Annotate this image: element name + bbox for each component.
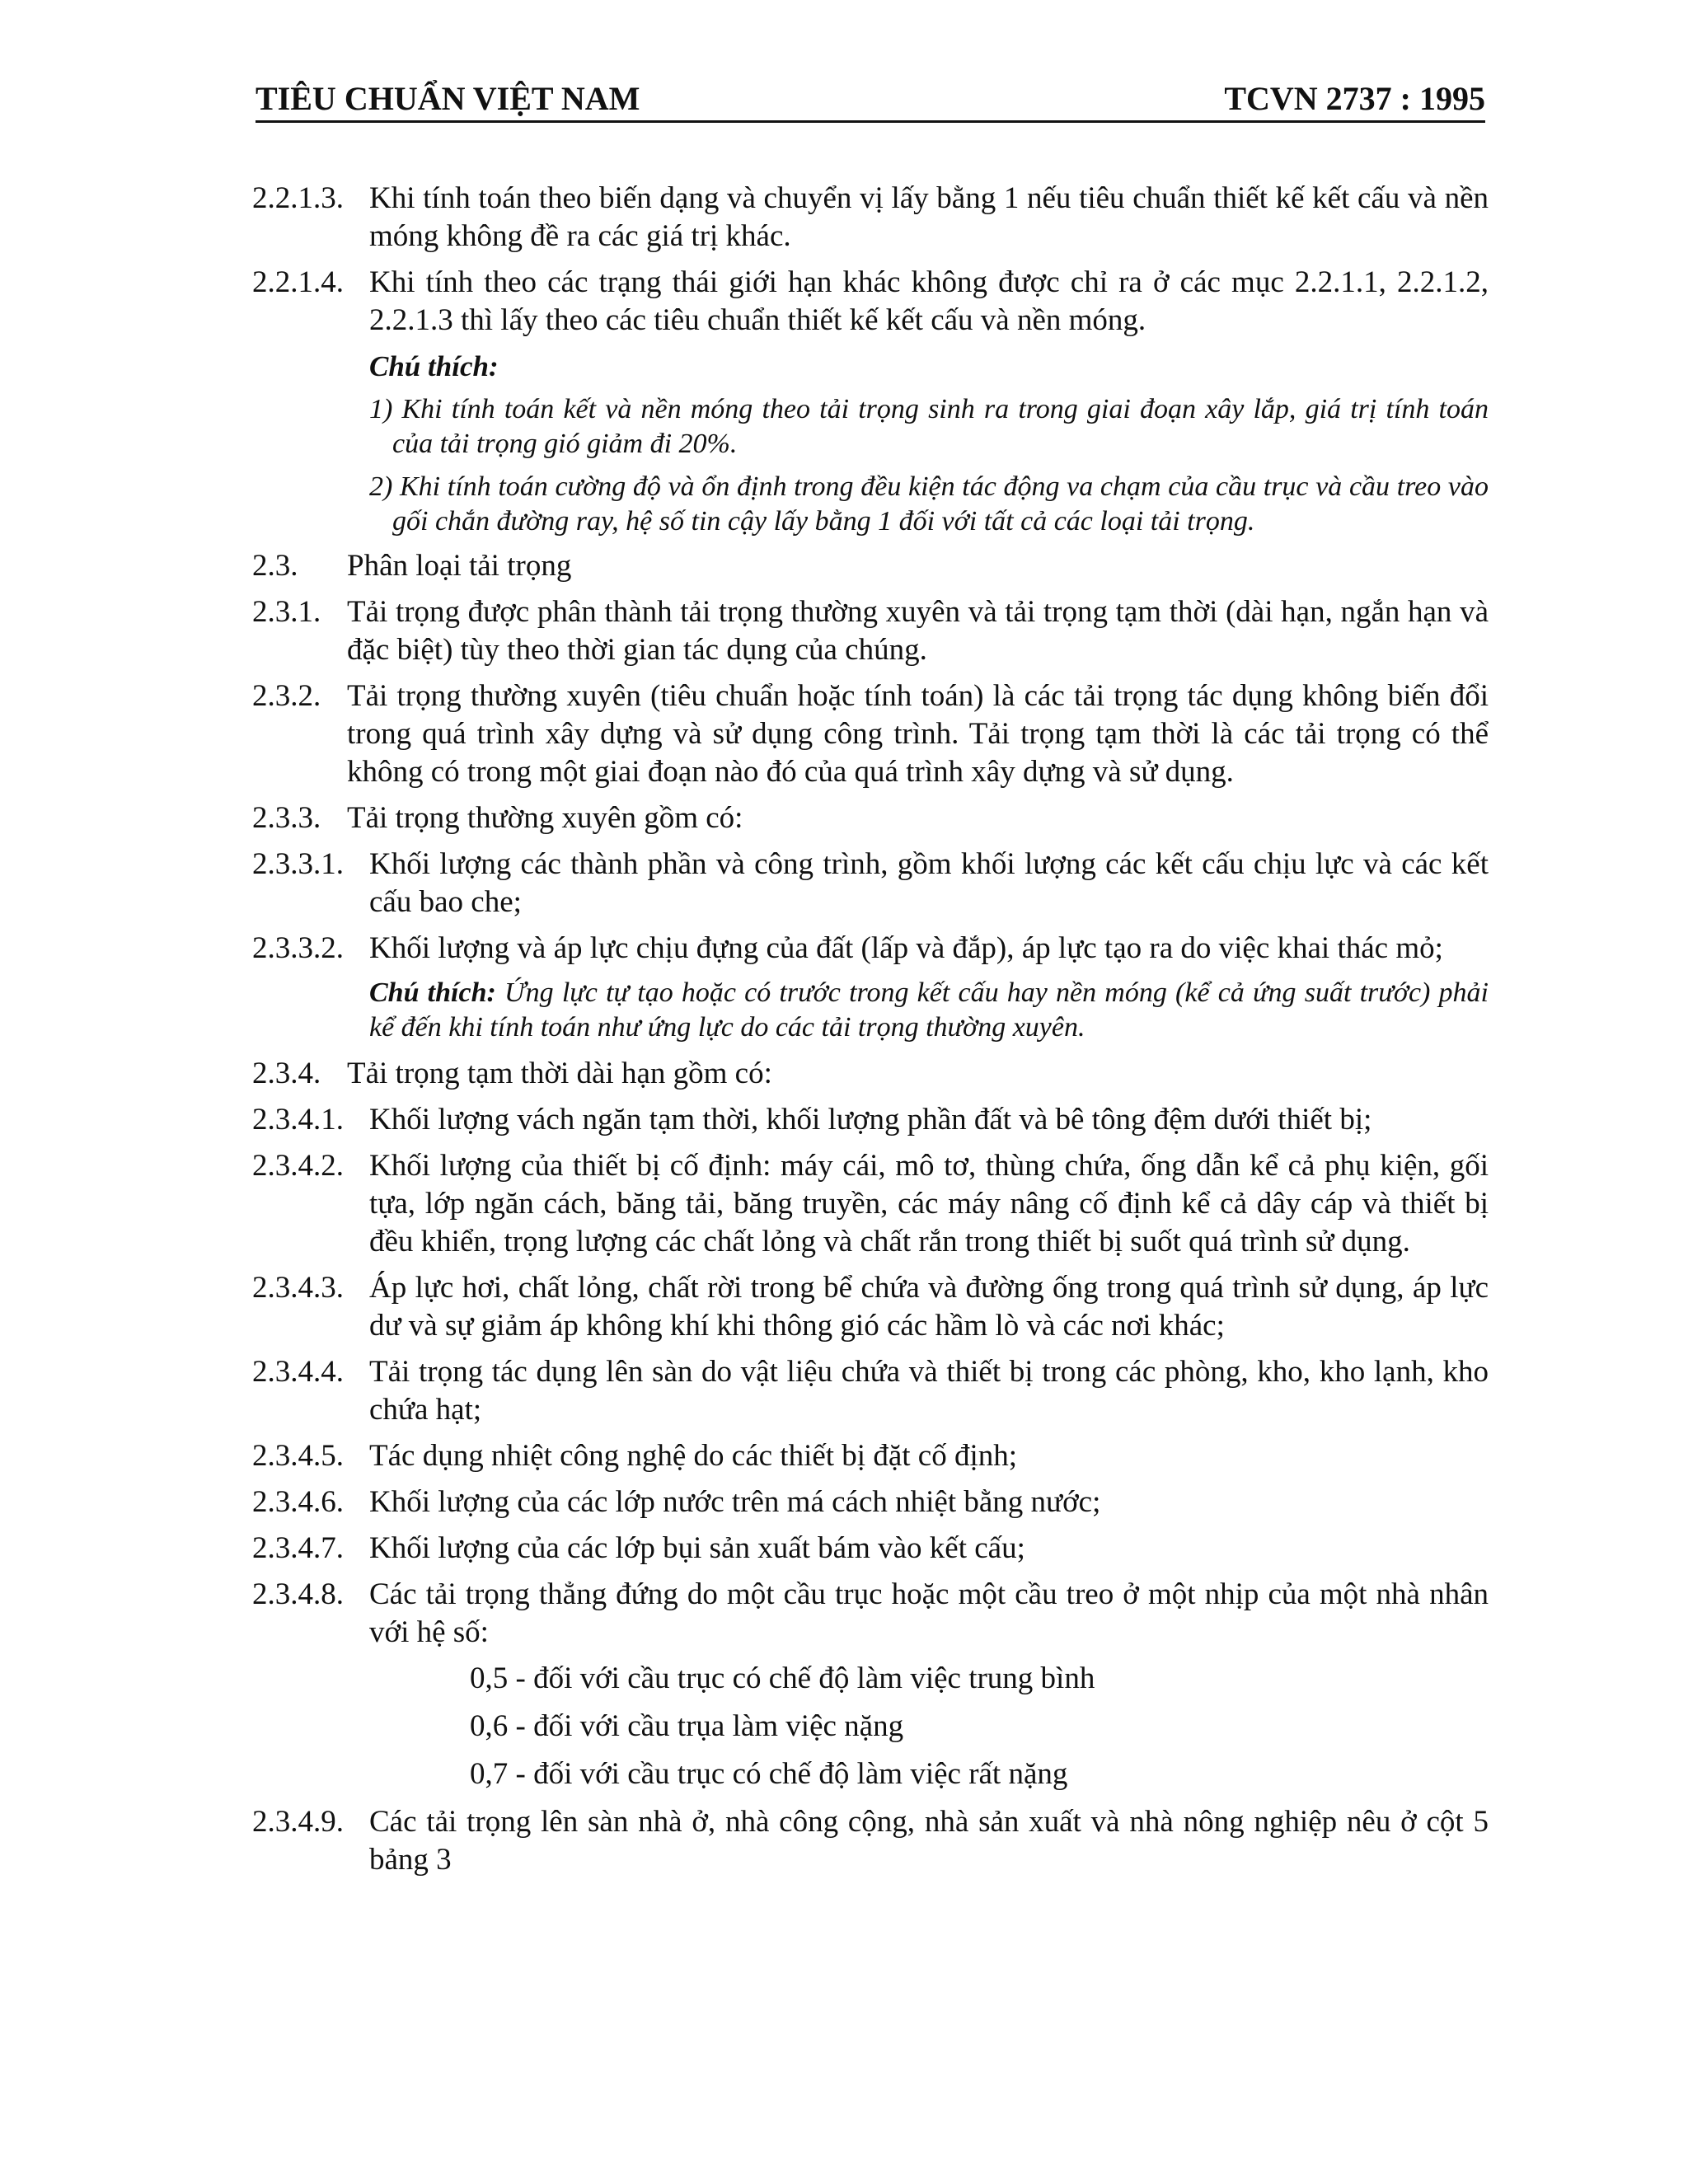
- clause-text: Tác dụng nhiệt công nghệ do các thiết bị đặt cố định;: [369, 1439, 1018, 1473]
- clause-number: 2.3.4.: [252, 1057, 321, 1090]
- clause-2-3-4-8: [252, 1576, 1489, 1652]
- clause-number: 2.2.1.4.: [252, 265, 344, 299]
- clause-2-2-1-3: [252, 180, 1489, 255]
- clause-number: 2.3.4.3.: [252, 1271, 344, 1305]
- coefficient-line: 0,5 - đối với cầu trục có chế độ làm việc trung bình: [470, 1661, 1095, 1695]
- clause-number: 2.3.4.1.: [252, 1103, 344, 1137]
- clause-number: 2.3.3.2.: [252, 931, 344, 965]
- clause-number: 2.3.3.: [252, 801, 321, 835]
- clause-2-3-1: [252, 593, 1489, 669]
- clause-2-3-4-3: [252, 1269, 1489, 1345]
- clause-2-3-4-5: [252, 1437, 1489, 1475]
- clause-number: 2.2.1.3.: [252, 181, 344, 215]
- clause-text: Khi tính toán theo biến dạng và chuyển vị lấy bằng 1 nếu tiêu chuẩn thiết kế kết cấu và nền móng không đề ra các giá trị khác.: [369, 181, 1489, 253]
- clause-number: 2.3.4.8.: [252, 1577, 344, 1611]
- clause-text: Các tải trọng lên sàn nhà ở, nhà công cộng, nhà sản xuất và nhà nông nghiệp nêu ở cột 5 bảng 3: [369, 1805, 1489, 1877]
- clause-text: Tải trọng thường xuyên (tiêu chuẩn hoặc tính toán) là các tải trọng tác dụng không biến đổi trong quá trình xây dựng và sử dụng công trình. Tải trọng tạm thời là các tải trọng có thể không có trong một giai đoạn nào đó của quá trình xây dựng và sử dụng.: [347, 679, 1489, 789]
- clause-2-3-4-2: [252, 1147, 1489, 1261]
- clause-text: Các tải trọng thẳng đứng do một cầu trục hoặc một cầu treo ở một nhịp của một nhà nhân với hệ số:: [369, 1577, 1489, 1649]
- clause-2-2-1-4: [252, 264, 1489, 340]
- page-header: [256, 79, 1485, 123]
- clause-2-3-4-1: [252, 1101, 1489, 1139]
- note-item-2: 2) Khi tính toán cường độ và ổn định trong đều kiện tác động va chạm của cầu trục và cầu treo vào gối chắn đường ray, hệ số tin cậy lấy bằng 1 đối với tất cả các loại tải trọng.: [369, 471, 1489, 537]
- clause-text: Tải trọng tác dụng lên sàn do vật liệu chứa và thiết bị trong các phòng, kho, kho lạnh, kho chứa hạt;: [369, 1355, 1489, 1427]
- clause-2-3-3: [252, 799, 1489, 837]
- clause-text: Khối lượng vách ngăn tạm thời, khối lượng phần đất và bê tông đệm dưới thiết bị;: [369, 1103, 1372, 1137]
- clause-text: Khi tính theo các trạng thái giới hạn khác không được chỉ ra ở các mục 2.2.1.1, 2.2.1.2, 2.2.1.3 thì lấy theo các tiêu chuẩn thiết kế kết cấu và nền móng.: [369, 265, 1489, 337]
- clause-2-3-3-2: [252, 930, 1489, 968]
- section-number: 2.3.: [252, 549, 298, 583]
- clause-number: 2.3.4.2.: [252, 1149, 344, 1183]
- header-standard-code: TCVN 2737 : 1995: [1224, 80, 1485, 117]
- clause-2-3-4-9: [252, 1803, 1489, 1879]
- clause-text: Khối lượng của các lớp nước trên má cách nhiệt bằng nước;: [369, 1485, 1101, 1519]
- section-2-3: [252, 547, 1489, 585]
- clause-2-3-4-7: [252, 1530, 1489, 1568]
- note-prestress: [369, 976, 1489, 1045]
- clause-number: 2.3.4.7.: [252, 1531, 344, 1565]
- clause-number: 2.3.3.1.: [252, 847, 344, 881]
- clause-number: 2.3.4.4.: [252, 1355, 344, 1389]
- clause-2-3-4: [252, 1055, 1489, 1093]
- clause-text: Khối lượng và áp lực chịu đựng của đất (lấp và đắp), áp lực tạo ra do việc khai thác mỏ;: [369, 931, 1443, 965]
- clause-number: 2.3.4.5.: [252, 1439, 344, 1473]
- clause-text: Tải trọng tạm thời dài hạn gồm có:: [347, 1057, 772, 1090]
- clause-2-3-4-6: [252, 1483, 1489, 1521]
- clause-2-3-4-4: [252, 1353, 1489, 1429]
- clause-number: 2.3.4.9.: [252, 1805, 344, 1839]
- clause-number: 2.3.2.: [252, 679, 321, 713]
- clause-text: Khối lượng của thiết bị cố định: máy cái, mô tơ, thùng chứa, ống dẫn kể cả phụ kiện, gối tựa, lớp ngăn cách, băng tải, băng truyền, các máy nâng cố định kể cả dây cáp và thiết bị đều khiển, trọng lượng các chất lỏng và chất rắn trong thiết bị suốt quá trình sử dụng.: [369, 1149, 1489, 1258]
- coefficient-line: 0,7 - đối với cầu trục có chế độ làm việc rất nặng: [470, 1757, 1068, 1791]
- clause-text: Tải trọng được phân thành tải trọng thường xuyên và tải trọng tạm thời (dài hạn, ngắn hạn và đặc biệt) tùy theo thời gian tác dụng của chúng.: [347, 595, 1489, 667]
- document-body: [252, 180, 1489, 1887]
- note-item-1: 1) Khi tính toán kết và nền móng theo tải trọng sinh ra trong giai đoạn xây lắp, giá trị tính toán của tải trọng gió giảm đi 20%.: [369, 394, 1489, 459]
- note-label: Chú thích:: [369, 977, 496, 1008]
- clause-number: 2.3.1.: [252, 595, 321, 629]
- section-title: Phân loại tải trọng: [347, 549, 572, 583]
- header-standard-title: TIÊU CHUẨN VIỆT NAM: [256, 80, 640, 117]
- clause-2-3-3-1: [252, 846, 1489, 921]
- note-title: Chú thích:: [369, 350, 499, 382]
- clause-text: Tải trọng thường xuyên gồm có:: [347, 801, 743, 835]
- note-text: Ứng lực tự tạo hoặc có trước trong kết cấu hay nền móng (kể cả ứng suất trước) phải kể đến khi tính toán như ứng lực do các tải trọng thường xuyên.: [369, 977, 1489, 1043]
- clause-number: 2.3.4.6.: [252, 1485, 344, 1519]
- clause-text: Áp lực hơi, chất lỏng, chất rời trong bể chứa và đường ống trong quá trình sử dụng, áp lực dư và sự giảm áp không khí khi thông gió các hầm lò và các nơi khác;: [369, 1271, 1489, 1343]
- coefficient-line: 0,6 - đối với cầu trụa làm việc nặng: [470, 1709, 904, 1743]
- clause-2-3-2: [252, 677, 1489, 791]
- clause-text: Khối lượng các thành phần và công trình, gồm khối lượng các kết cấu chịu lực và các kết cấu bao che;: [369, 847, 1489, 919]
- clause-text: Khối lượng của các lớp bụi sản xuất bám vào kết cấu;: [369, 1531, 1025, 1565]
